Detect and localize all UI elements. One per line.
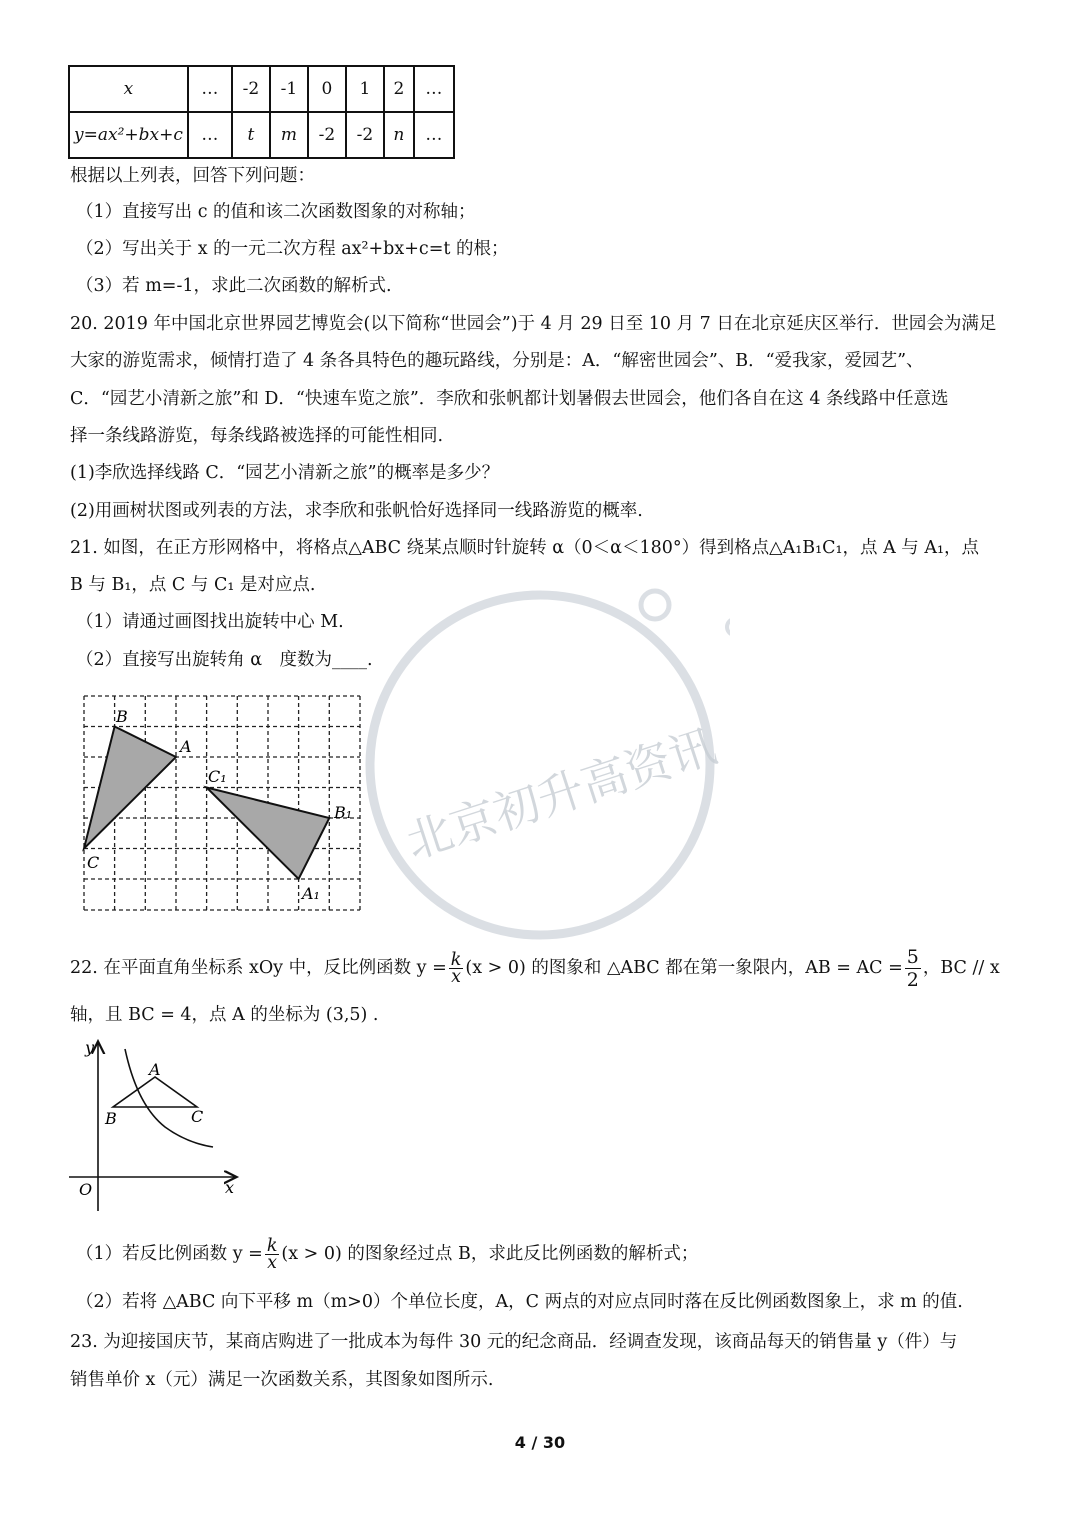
- table-cell: 0: [308, 66, 346, 112]
- question-22-text: [70, 946, 1000, 991]
- table-row-y: [69, 112, 454, 158]
- label-a1: A₁: [302, 884, 320, 903]
- table-cell: 2: [384, 66, 414, 112]
- text-line: C．“园艺小清新之旅”和 D．“快速车览之旅”．李欣和张帆都计划暑假去世园会，他们各自在这 4 条线路中任意选: [70, 389, 949, 409]
- label-c: C: [87, 853, 100, 872]
- table-cell: y=ax²+bx+c: [69, 112, 188, 158]
- q22-text-part: 22. 在平面直角坐标系 xOy 中，反比例函数 y =: [70, 958, 447, 978]
- table-cell: …: [188, 112, 232, 158]
- table-cell: -2: [308, 112, 346, 158]
- q22-text-part: （1）若反比例函数 y =: [76, 1244, 263, 1264]
- text-line: （2）若将 △ABC 向下平移 m（m>0）个单位长度，A，C 两点的对应点同时落在反比例函数图象上，求 m 的值.: [76, 1292, 963, 1312]
- rotation-grid-figure: [78, 690, 368, 920]
- table-cell: m: [270, 112, 308, 158]
- table-cell: …: [414, 66, 454, 112]
- text-line: (1)李欣选择线路 C．“园艺小清新之旅”的概率是多少？: [70, 463, 500, 483]
- x-axis-label: x: [225, 1178, 235, 1197]
- fraction-denominator: x: [451, 967, 462, 987]
- text-line: （2）写出关于 x 的一元二次方程 ax²+bx+c=t 的根；: [76, 239, 509, 259]
- fraction-denominator: x: [267, 1253, 278, 1273]
- q22-text-part: ，BC // x: [922, 958, 1000, 978]
- fraction-k-over-x: [265, 1238, 280, 1271]
- question-21-text: 21. 如图，在正方形网格中，将格点△ABC 绕某点顺时针旋转 α（0＜α＜180°）得到格点△A₁B₁C₁，点 A 与 A₁，点: [70, 538, 979, 558]
- table-cell: t: [232, 112, 270, 158]
- text-line: (2)用画树状图或列表的方法，求李欣和张帆恰好选择同一线路游览的概率.: [70, 501, 643, 521]
- table-cell: …: [188, 66, 232, 112]
- hyperbola-curve: [125, 1049, 213, 1147]
- origin-label: O: [79, 1180, 93, 1199]
- watermark-text: 北京初升高资讯: [399, 718, 723, 870]
- fraction-numerator: k: [450, 950, 462, 970]
- value-table: [68, 65, 455, 159]
- fraction-5-over-2: [905, 946, 921, 991]
- text-line: （2）直接写出旋转角 α 度数为____.: [76, 650, 373, 670]
- label-a: A: [180, 737, 192, 756]
- table-cell: -2: [346, 112, 384, 158]
- label-c1: C₁: [208, 767, 227, 786]
- fraction-k-over-x: [449, 952, 464, 985]
- fraction-numerator: k: [266, 1236, 278, 1256]
- text-line: 轴，且 BC = 4，点 A 的坐标为 (3,5) .: [70, 1005, 379, 1025]
- table-cell: …: [414, 112, 454, 158]
- text-line: 大家的游览需求，倾情打造了 4 条各具特色的趣玩路线，分别是：A．“解密世园会”、B．“爱我家，爱园艺”、: [70, 351, 924, 371]
- fraction-denominator: 2: [906, 969, 919, 991]
- point-a-label: A: [149, 1060, 161, 1079]
- watermark-stamp: [350, 575, 730, 955]
- point-c-label: C: [191, 1107, 204, 1126]
- question-23-text: 23. 为迎接国庆节，某商店购进了一批成本为每件 30 元的纪念商品．经调查发现，该商品每天的销售量 y（件）与: [70, 1332, 958, 1352]
- table-cell: x: [69, 66, 188, 112]
- label-b: B: [116, 707, 128, 726]
- fraction-numerator: 5: [906, 946, 919, 968]
- table-cell: n: [384, 112, 414, 158]
- text-line: B 与 B₁，点 C 与 C₁ 是对应点.: [70, 575, 316, 595]
- triangle-abc: [113, 1077, 197, 1107]
- text-line: （1）直接写出 c 的值和该二次函数图象的对称轴；: [76, 202, 476, 222]
- label-b1: B₁: [334, 803, 353, 822]
- text-line: 根据以上列表，回答下列问题：: [70, 166, 315, 186]
- text-line: 销售单价 x（元）满足一次函数关系，其图象如图所示.: [70, 1370, 494, 1390]
- text-line: 择一条线路游览，每条线路被选择的可能性相同.: [70, 426, 444, 446]
- table-cell: 1: [346, 66, 384, 112]
- coordinate-figure: [65, 1035, 245, 1215]
- table-cell: -1: [270, 66, 308, 112]
- y-axis-label: y: [85, 1038, 95, 1057]
- table-cell: -2: [232, 66, 270, 112]
- text-line: （1）请通过画图找出旋转中心 M.: [76, 612, 344, 632]
- table-row-x: [69, 66, 454, 112]
- point-b-label: B: [105, 1109, 117, 1128]
- text-line: （3）若 m=-1，求此二次函数的解析式.: [76, 276, 392, 296]
- page-number: 4 / 30: [514, 1433, 566, 1452]
- q22-text-part: (x > 0) 的图象经过点 B，求此反比例函数的解析式；: [281, 1244, 699, 1264]
- q22-text-part: (x > 0) 的图象和 △ABC 都在第一象限内，AB = AC =: [465, 958, 903, 978]
- text-line: [76, 1238, 698, 1271]
- question-20-text: 20. 2019 年中国北京世界园艺博览会(以下简称“世园会”)于 4 月 29 日至 10 月 7 日在北京延庆区举行．世园会为满足: [70, 314, 997, 334]
